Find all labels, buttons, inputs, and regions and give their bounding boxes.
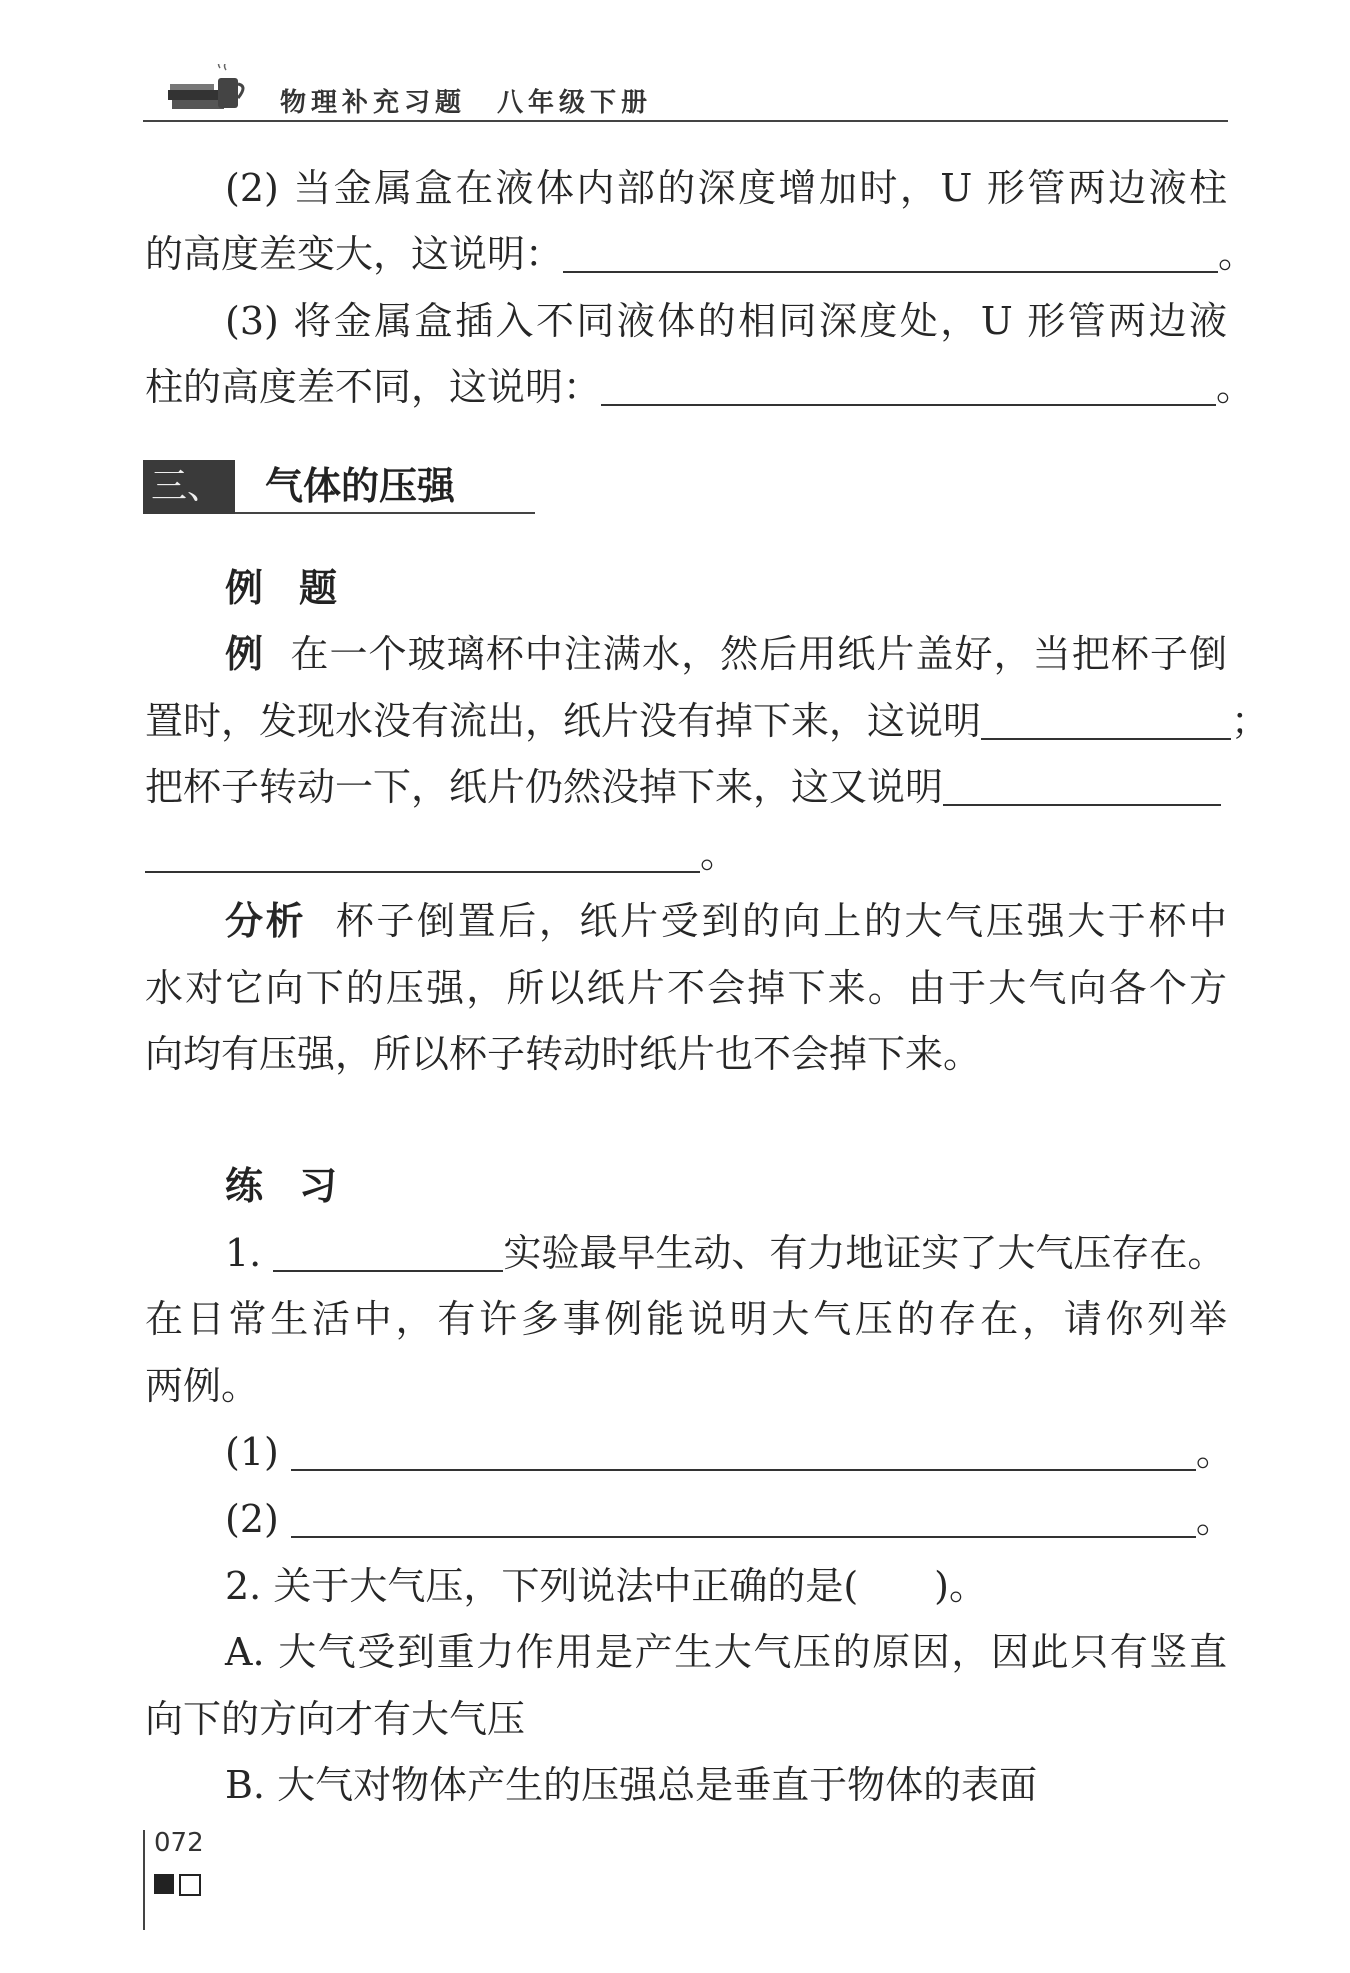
book-title: 物理补充习题 八年级下册 [280, 88, 653, 118]
example-text: 把杯子转动一下，纸片仍然没掉下来，这又说明 [145, 765, 944, 809]
books-and-mug-icon [168, 64, 250, 116]
practice-heading: 练习 [225, 1164, 374, 1208]
example-line-3 [145, 762, 1227, 812]
question-3-line-2 [145, 362, 1255, 412]
section-underline [235, 512, 535, 514]
practice-q1-sub-1 [225, 1427, 1234, 1477]
header-divider [143, 120, 1228, 122]
answer-blank[interactable] [145, 833, 700, 873]
empty-square-icon [179, 1874, 201, 1896]
period: 。 [1195, 1497, 1234, 1541]
analysis-label: 分析 [225, 899, 307, 943]
analysis-text: 杯子倒置后，纸片受到的向上的大气压强大于杯中 [335, 899, 1227, 943]
answer-blank[interactable] [601, 366, 1216, 406]
practice-q1-line-3: 两例。 [145, 1364, 260, 1408]
practice-q2-line: 2. 关于大气压，下列说法中正确的是( )。 [225, 1564, 987, 1608]
period: 。 [700, 832, 739, 876]
option-a-line-2: 向下的方向才有大气压 [145, 1697, 526, 1741]
analysis-line-2: 水对它向下的压强，所以纸片不会掉下来。由于大气向各个方 [145, 966, 1227, 1010]
answer-blank[interactable] [981, 700, 1231, 740]
answer-blank[interactable] [273, 1232, 503, 1272]
sub-number: (1) [225, 1430, 279, 1474]
page-header [143, 40, 1228, 122]
sub-number: (2) [225, 1497, 279, 1541]
practice-q1-text: 实验最早生动、有力地证实了大气压存在。 [503, 1231, 1226, 1275]
footer-divider [143, 1830, 145, 1930]
question-3-line-1: (3) 将金属盒插入不同液体的相同深度处，U 形管两边液 [225, 299, 1227, 343]
question-2-line-2 [145, 229, 1257, 279]
question-3-text: 柱的高度差不同，这说明： [145, 365, 602, 409]
question-2-line-1: (2) 当金属盒在液体内部的深度增加时，U 形管两边液柱 [225, 166, 1227, 210]
example-line-4 [145, 829, 1227, 879]
option-a-line-1: A. 大气受到重力作用是产生大气压的原因，因此只有竖直 [225, 1630, 1227, 1674]
answer-blank[interactable] [291, 1498, 1196, 1538]
example-line-2 [145, 696, 1270, 746]
period: 。 [1195, 1430, 1234, 1474]
option-b-line: B. 大气对物体产生的压强总是垂直于物体的表面 [225, 1763, 1038, 1807]
analysis-line-1 [225, 896, 1227, 946]
answer-blank[interactable] [291, 1431, 1196, 1471]
example-text: 在一个玻璃杯中注满水，然后用纸片盖好，当把杯子倒 [290, 632, 1227, 676]
example-heading: 例题 [225, 566, 374, 610]
section-number-badge: 三、 [143, 460, 235, 514]
question-2-text: 的高度差变大，这说明： [145, 232, 564, 276]
example-line-1 [225, 629, 1227, 679]
period: 。 [1216, 365, 1255, 409]
practice-q1-line-1 [225, 1228, 1227, 1278]
answer-blank[interactable] [563, 233, 1218, 273]
section-title: 气体的压强 [265, 464, 456, 508]
semicolon: ； [1231, 699, 1270, 743]
example-label: 例 [225, 632, 265, 676]
answer-blank[interactable] [943, 766, 1221, 806]
practice-q1-sub-2 [225, 1494, 1234, 1544]
page-number: 072 [154, 1828, 204, 1858]
period: 。 [1218, 232, 1257, 276]
question-number: 1. [225, 1231, 262, 1275]
practice-q1-line-2: 在日常生活中，有许多事例能说明大气压的存在，请你列举 [145, 1297, 1227, 1341]
example-text: 置时，发现水没有流出，纸片没有掉下来，这说明 [145, 699, 982, 743]
filled-square-icon [154, 1874, 174, 1894]
analysis-line-3: 向均有压强，所以杯子转动时纸片也不会掉下来。 [145, 1032, 982, 1076]
section-heading [143, 460, 543, 516]
